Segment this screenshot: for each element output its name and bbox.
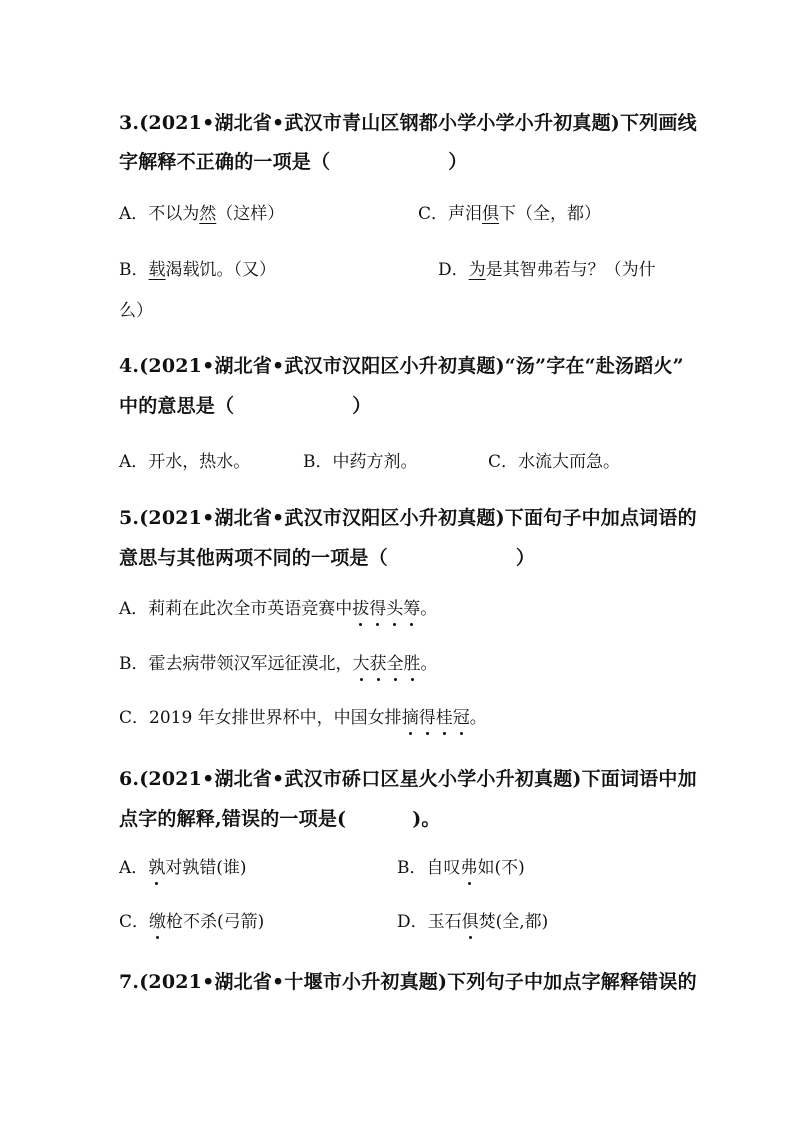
option-text: D．玉石 bbox=[397, 912, 462, 932]
option-text: 。 bbox=[420, 599, 438, 619]
underlined-char: 为 bbox=[468, 260, 486, 280]
question-6-stem-close: )。 bbox=[412, 808, 441, 830]
dotted-char: 缴 bbox=[149, 912, 167, 932]
underlined-char: 然 bbox=[199, 204, 217, 224]
dotted-char: 摘 bbox=[401, 708, 419, 728]
question-3-option-d bbox=[438, 262, 656, 279]
question-6-stem-line1: 6.(2021•湖北省•武汉市硚口区星火小学小升初真题)下面词语中加 bbox=[119, 768, 697, 790]
dotted-char: 冠 bbox=[452, 708, 470, 728]
dotted-char: 弗 bbox=[460, 858, 478, 878]
option-text: B． bbox=[119, 260, 149, 280]
question-3-stem-text: 字解释不正确的一项是（ bbox=[119, 151, 331, 173]
question-6-option-a bbox=[119, 860, 247, 877]
question-7-stem-line1: 7.(2021•湖北省•十堰市小升初真题)下列句子中加点字解释错误的 bbox=[119, 971, 697, 993]
dotted-char: 头 bbox=[386, 599, 404, 619]
option-text: C．声泪 bbox=[418, 204, 483, 224]
option-text: A．不以为 bbox=[119, 204, 200, 224]
question-4-option-c: C．水流大而急。 bbox=[488, 452, 621, 472]
question-5-option-b bbox=[119, 656, 438, 673]
question-4-stem-line2 bbox=[119, 397, 371, 416]
dotted-char: 获 bbox=[369, 654, 387, 674]
question-5-option-c bbox=[119, 710, 487, 727]
dotted-char: 得 bbox=[369, 599, 387, 619]
dotted-char: 胜 bbox=[403, 654, 421, 674]
option-text: 如(不) bbox=[477, 858, 525, 878]
dotted-char: 俱 bbox=[461, 912, 479, 932]
question-4-option-a: A．开水，热水。 bbox=[119, 452, 251, 472]
question-5-stem-line1: 5.(2021•湖北省•武汉市汉阳区小升初真题)下面句子中加点词语的 bbox=[119, 507, 697, 529]
option-text: C． bbox=[119, 912, 150, 932]
question-6-option-d bbox=[397, 914, 548, 931]
option-text: （这样） bbox=[216, 204, 285, 224]
question-6-stem-line2 bbox=[119, 810, 441, 829]
question-6-option-c bbox=[119, 914, 264, 931]
option-text: 是其智弗若与？（为什 bbox=[485, 260, 656, 280]
dotted-char: 全 bbox=[386, 654, 404, 674]
question-5-option-a bbox=[119, 601, 437, 618]
question-3-option-c bbox=[418, 206, 601, 223]
question-3-stem-line2 bbox=[119, 153, 467, 172]
question-4-stem-text: 中的意思是（ bbox=[119, 395, 235, 417]
option-text: A． bbox=[119, 858, 149, 878]
dotted-char: 桂 bbox=[435, 708, 453, 728]
option-text: 枪不杀(弓箭) bbox=[166, 912, 265, 932]
dotted-char: 筹 bbox=[403, 599, 421, 619]
question-4-option-b: B．中药方剂。 bbox=[303, 452, 418, 472]
option-text: B．霍去病带领汉军远征漠北， bbox=[119, 654, 353, 674]
question-5-stem-line2 bbox=[119, 549, 535, 568]
question-4-stem-close: ） bbox=[352, 395, 372, 417]
question-3-stem-line1: 3.(2021•湖北省•武汉市青山区钢都小学小学小升初真题)下列画线 bbox=[119, 112, 697, 134]
question-4-stem-line1: 4.(2021•湖北省•武汉市汉阳区小升初真题)“汤”字在“赴汤蹈火” bbox=[119, 355, 684, 377]
question-5-stem-text: 意思与其他两项不同的一项是（ bbox=[119, 547, 388, 569]
question-6-option-b bbox=[397, 860, 525, 877]
question-3-option-b bbox=[119, 262, 276, 279]
dotted-char: 孰 bbox=[148, 858, 166, 878]
underlined-char: 载 bbox=[148, 260, 166, 280]
option-text: D． bbox=[438, 260, 469, 280]
option-text: 。 bbox=[469, 708, 487, 728]
option-text: 焚(全,都) bbox=[478, 912, 549, 932]
option-text: 下（全，都） bbox=[499, 204, 602, 224]
option-text: C．2019 年女排世界杯中，中国女排 bbox=[119, 708, 402, 728]
option-text: A．莉莉在此次全市英语竞赛中 bbox=[119, 599, 353, 619]
dotted-char: 大 bbox=[352, 654, 370, 674]
option-text: 。 bbox=[420, 654, 438, 674]
underlined-char: 俱 bbox=[482, 204, 500, 224]
question-3-option-d-wrap: 么） bbox=[119, 301, 153, 321]
question-3-option-a bbox=[119, 206, 284, 223]
dotted-char: 得 bbox=[418, 708, 436, 728]
option-text: B．自叹 bbox=[397, 858, 461, 878]
option-text: 对孰错(谁) bbox=[165, 858, 247, 878]
question-6-stem-text: 点字的解释,错误的一项是( bbox=[119, 808, 347, 830]
dotted-char: 拔 bbox=[352, 599, 370, 619]
question-3-stem-close: ） bbox=[448, 151, 468, 173]
question-5-stem-close: ） bbox=[515, 547, 536, 569]
option-text: 渴载饥。（又） bbox=[165, 260, 276, 280]
